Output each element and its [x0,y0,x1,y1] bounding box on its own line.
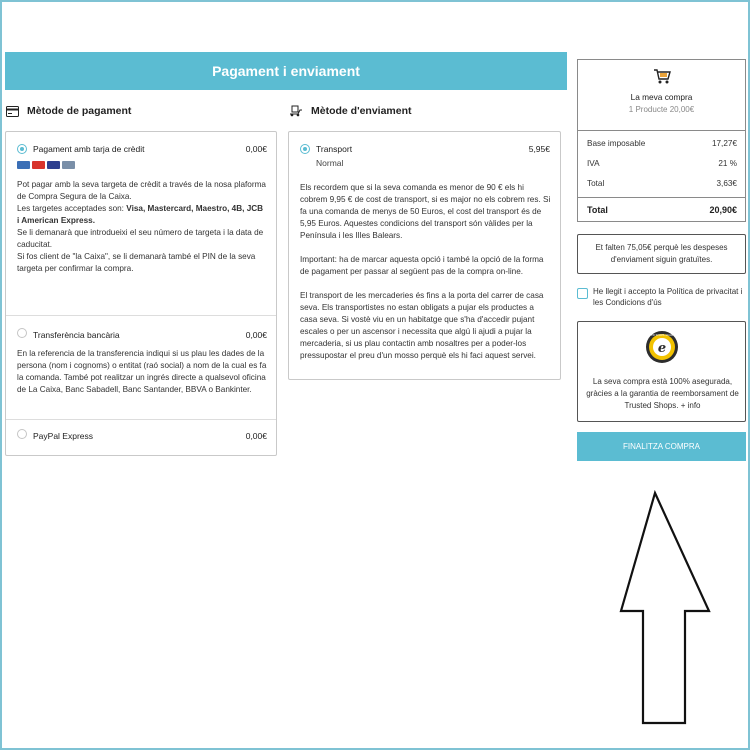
trusted-shops-text: La seva compra està 100% asegurada, gràcies a la garantia de reemborsament de Trusted Shops. + info [586,377,739,410]
transport-title: Transport [316,144,353,154]
4b-card-icon [62,161,75,169]
page-title: Pagament i enviament [5,52,567,90]
delivery-truck-icon [289,105,303,117]
shipping-section-title: Mètode d'enviament [311,105,412,117]
maestro-card-icon [17,161,30,169]
credit-card-text-1: Pot pagar amb la seva targeta de crèdit a través de la nosa plaforma de Compra Segura de la Caixa. [17,180,266,201]
credit-card-title: Pagament amb tarja de crèdit [33,144,145,154]
credit-card-text-2 [17,203,267,227]
visa-card-icon [47,161,60,169]
shipping-methods-box [288,131,561,380]
divider [6,419,276,420]
transport-radio[interactable] [300,144,310,154]
credit-card-text-3: Se li demanarà que introdueixi el seu número de targeta i la data de caducitat. [17,228,264,249]
cart-row [587,179,737,199]
finalize-purchase-button[interactable]: FINALITZA COMPRA [577,432,746,461]
cart-row-label: IVA [587,159,600,168]
credit-card-icon [6,106,19,117]
bank-transfer-title: Transferència bancària [33,330,120,340]
cart-row [587,139,737,159]
card-logos [17,161,267,169]
mastercard-card-icon [32,161,45,169]
shipping-option-transport[interactable] [300,144,550,362]
cart-title: La meva compra [630,92,693,102]
cart-row-value: 17,27€ [711,139,737,148]
shipping-text-1: Els recordem que si la seva comanda es menor de 90 € els hi cobrem 9,95 € de cost de transport, si es major no els cobrem res. Si fa una comanda de menys de 50 Euros, el cost del transport és de 5,95 Euros. Aquestes condicions del transport són vàlides per la Península i les Illes Balears. [300,183,551,240]
cart-summary [577,59,746,222]
bank-transfer-radio[interactable] [17,328,27,338]
shipping-text-2: Important: ha de marcar aquesta opció i també la opció de la forma de pagament per passar al següent pas de la compra on-line. [300,255,544,276]
payment-section-heading [6,105,131,117]
credit-card-text-2-prefix: Les targetes acceptades son: [17,204,127,213]
bank-transfer-price: 0,00€ [245,330,267,340]
up-arrow-icon [612,490,712,730]
shipping-section-heading [289,105,412,117]
paypal-price: 0,00€ [245,431,267,441]
grand-total-value: 20,90€ [709,205,737,215]
cart-row-value: 3,63€ [716,179,737,188]
privacy-consent[interactable] [577,286,747,308]
paypal-title: PayPal Express [33,431,93,441]
trusted-shops-badge-text: TRUSTED SHOPS GUARANTEE [642,334,682,337]
payment-methods-box [5,131,277,456]
cart-row [587,159,737,179]
free-shipping-notice [577,234,746,274]
accepted-cards-list: Visa, Mastercard, Maestro, 4B, JCB i American Express. [17,204,264,225]
paypal-radio[interactable] [17,429,27,439]
bank-transfer-description: En la referencia de la transferencia indiqui si us plau les dades de la persona (nom i cognoms) o entitat (raó social) a nom de la cual es fa la comanda. També pot realitzar un ingrés directe a qualsevol oficina de La Caixa, Banc Sabadell, Banc Santander, BBVA o Bankinter. [17,349,267,394]
trusted-shops-box [577,321,746,422]
free-shipping-text: Et falten 75,05€ perquè les despeses d'enviament siguin gratuïtes. [595,243,728,264]
cart-grand-total [587,205,737,215]
cart-row-label: Total [587,179,605,188]
shipping-text-3: El transport de les mercaderies és fins a la porta del carrer de casa seva. Els transportistes no estan obligats a pujar els productes a casa seva. Si vostè viu en un habitatge que s'ha d'accedir pujant escales o per un ascensor i necessita que algú li ajudi a pujar la mercaderia, si us plau contactin amb nosaltres per a poder-los pressupostar el preu d'un mosso perquè els hi faci aquest servei. [300,291,544,360]
credit-card-text-4: Si fos client de "la Caixa", se li demanarà també el PIN de la seva targeta per confirmar la compra. [17,252,256,273]
cart-row-value: 21 % [718,159,737,168]
cart-row-label: Base imposable [587,139,646,148]
payment-section-title: Mètode de pagament [27,105,132,117]
payment-option-bank-transfer[interactable] [17,328,267,396]
grand-total-label: Total [587,205,608,215]
divider [6,315,276,316]
divider [578,130,745,131]
credit-card-price: 0,00€ [245,144,267,154]
transport-price: 5,95€ [528,144,550,154]
credit-card-description [17,179,267,275]
cart-totals [587,139,737,199]
trusted-shops-badge-icon[interactable] [642,330,682,364]
privacy-checkbox[interactable] [577,288,588,299]
privacy-text: He llegit i accepto la Política de privacitat i les Condicions d'ús [593,287,743,307]
shipping-description [300,182,552,362]
credit-card-radio[interactable] [17,144,27,154]
svg-text:e: e [657,341,667,356]
cart-header [578,68,745,114]
divider [578,197,745,198]
payment-option-paypal[interactable] [17,429,267,441]
payment-option-credit-card[interactable] [17,144,267,275]
shopping-cart-icon [653,68,671,85]
cart-subtitle: 1 Producte 20,00€ [628,105,695,114]
transport-subtitle: Normal [316,158,344,168]
